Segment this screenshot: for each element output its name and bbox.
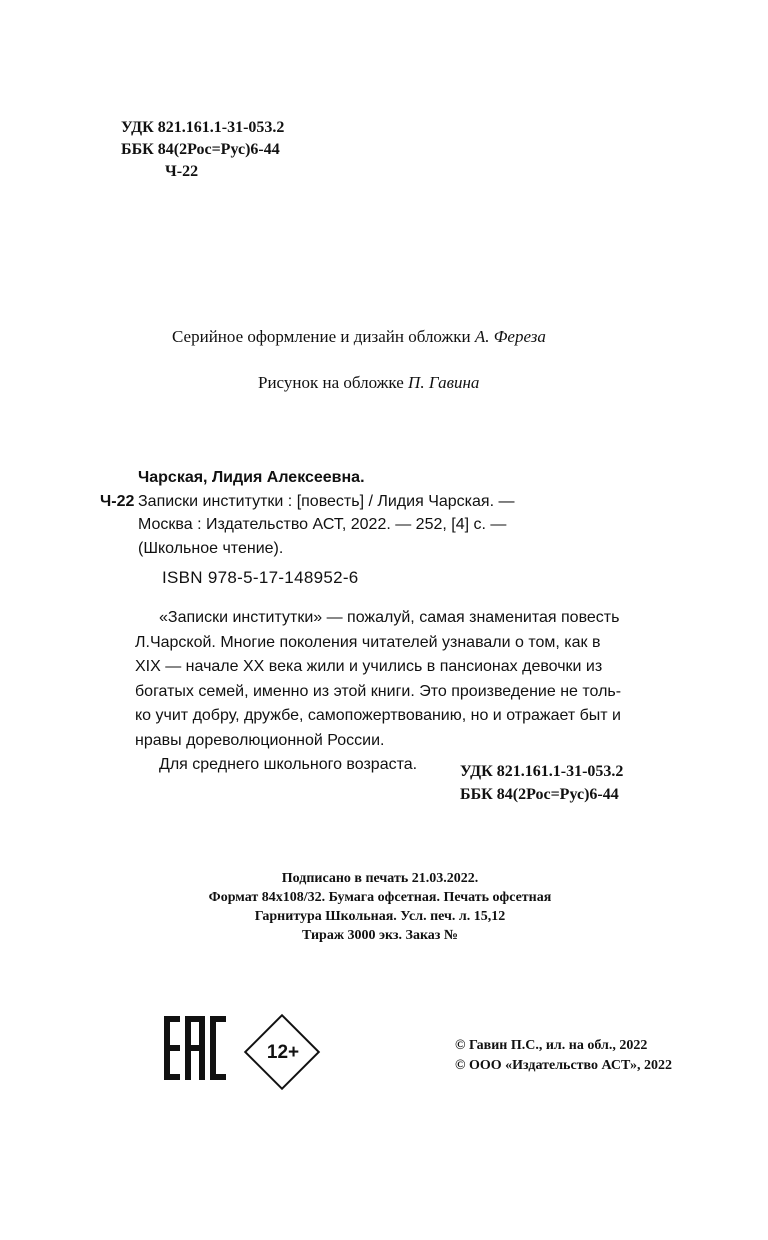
illustration-credit-name: П. Гавина <box>408 373 480 392</box>
design-credit-name: А. Фереза <box>474 327 546 346</box>
udk-code: УДК 821.161.1-31-053.2 <box>460 763 624 780</box>
bbk-code: ББК 84(2Рос=Рус)6-44 <box>460 785 619 803</box>
copyright-line-illustrator: © Гавин П.С., ил. на обл., 2022 <box>455 1038 648 1053</box>
annotation-line: Л.Чарской. Многие поколения читателей узнавали о том, как в <box>135 633 601 651</box>
circulation-info: Тираж 3000 экз. Заказ № <box>302 928 458 943</box>
udk-code: УДК 821.161.1-31-053.2 <box>121 119 285 136</box>
bib-heading: Чарская, Лидия Алексеевна. <box>138 469 365 486</box>
cover-design-credit <box>172 327 546 347</box>
classification-block-top <box>121 117 284 183</box>
bibliographic-record <box>100 466 700 560</box>
cover-illustration-credit <box>258 373 479 393</box>
typeface-info: Гарнитура Школьная. Усл. печ. л. 15,12 <box>254 909 506 924</box>
annotation <box>135 606 690 778</box>
annotation-line: «Записки институтки» — пожалуй, самая знаменитая повесть <box>159 609 620 626</box>
annotation-line: ко учит добру, дружбе, самопожертвованию, но и отражает быт и <box>135 707 621 724</box>
bib-author-mark: Ч-22 <box>100 492 135 510</box>
age-rating-badge <box>243 1013 323 1093</box>
copyright-block <box>455 1036 672 1076</box>
classification-block-bottom <box>460 761 623 806</box>
annotation-line: нравы дореволюционной России. <box>135 731 385 749</box>
eac-mark-svg <box>164 1016 226 1080</box>
bbk-code: ББК 84(2Рос=Рус)6-44 <box>121 141 280 158</box>
design-credit-text: Серийное оформление и дизайн обложки <box>172 327 471 346</box>
isbn: ISBN 978-5-17-148952-6 <box>162 568 359 587</box>
bib-row-1 <box>100 490 700 514</box>
illustration-credit-text: Рисунок на обложке <box>258 373 404 392</box>
imprint-block <box>140 869 620 945</box>
age-rating-text: 12+ <box>266 1042 300 1063</box>
audience-note: Для среднего школьного возраста. <box>159 756 418 773</box>
bib-line-3: (Школьное чтение). <box>138 539 284 557</box>
paper-format: Формат 84х108/32. Бумага офсетная. Печать офсетная <box>208 890 552 905</box>
bib-line-1: Записки институтки : [повесть] / Лидия Чарская. — <box>138 492 515 510</box>
annotation-line: богатых семей, именно из этой книги. Это произведение не толь- <box>135 682 622 700</box>
copyright-line-publisher: © ООО «Издательство АСТ», 2022 <box>455 1058 673 1073</box>
bib-line-2: Москва : Издательство АСТ, 2022. — 252, [4] с. — <box>138 516 507 533</box>
eac-conformity-icon <box>164 1016 226 1080</box>
signed-date: Подписано в печать 21.03.2022. <box>281 871 479 886</box>
author-mark: Ч-22 <box>165 163 199 180</box>
annotation-line: XIX — начале XX века жили и учились в пансионах девочки из <box>135 658 603 675</box>
